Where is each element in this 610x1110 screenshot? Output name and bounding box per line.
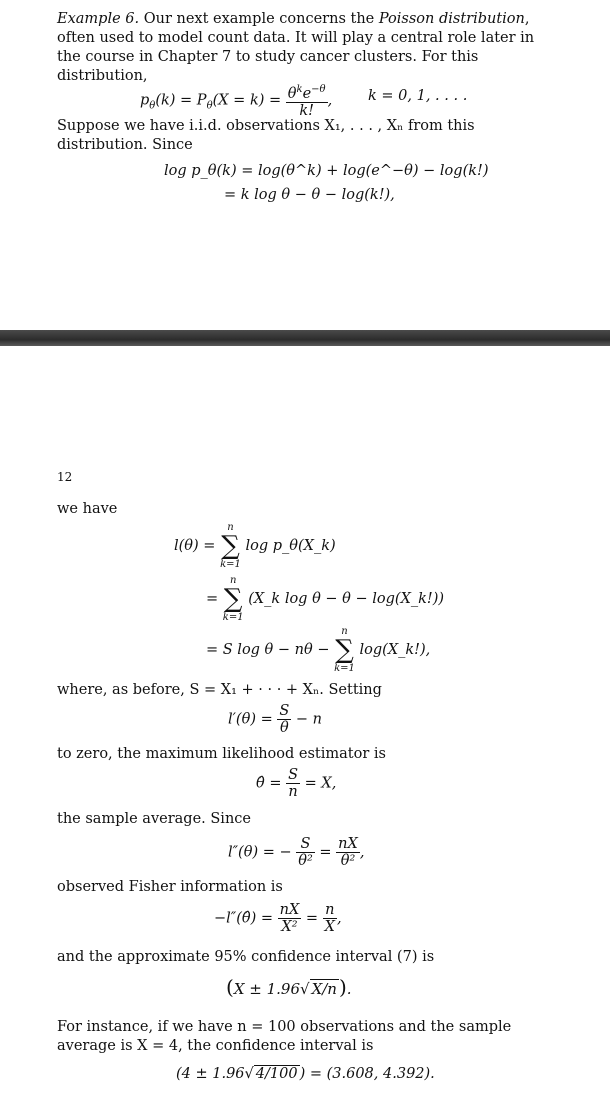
pmf-equation: $p_\theta(k) = P_\theta(X = k)$ = $\frac{\theta^ke^{-\theta}}{k!}$ , (140, 84, 333, 119)
d2-num-1: S (296, 836, 315, 853)
sum-symbol-3: n ∑ k=1 (334, 626, 355, 674)
d2-mid: = (319, 844, 332, 861)
fi-fraction-2 (323, 902, 337, 935)
likelihood-lhs: l(θ) = (174, 538, 216, 554)
d2-lhs: l″(θ) = − (228, 844, 292, 861)
sum-3-lower: k=1 (334, 663, 355, 674)
ci-a: X ± 1.96 (233, 980, 300, 998)
to-zero-text: to zero, the maximum likelihood estimator is (57, 746, 386, 762)
d2-fraction-1 (296, 836, 315, 869)
score-fraction (277, 703, 291, 736)
log-equation-line-1: log p_θ(k) = log(θ^k) + log(e^−θ) − log(k!) (164, 163, 489, 179)
mle-num: S (288, 767, 299, 783)
we-have-text: we have (57, 501, 118, 517)
likelihood-rhs-2: (X_k log θ − θ − log(X_k!)) (248, 591, 445, 607)
likelihood-line-1 (174, 522, 336, 570)
where-text: where, as before, S = X₁ + · · · + Xₙ. Setting (57, 682, 382, 698)
fi-lhs: −l″(θ̂) = (214, 910, 274, 927)
score-equation (228, 703, 322, 736)
pmf-lhs: p (140, 92, 150, 109)
d2-num-2: nX (338, 836, 358, 852)
likelihood-line-3 (206, 626, 430, 674)
fisher-equation (214, 902, 342, 935)
sum-1-lower: k=1 (220, 559, 241, 570)
likelihood-line-2 (206, 575, 444, 623)
pmf-fraction (286, 82, 328, 119)
score-num: S (279, 703, 290, 719)
page-top (0, 0, 610, 330)
sum-3-upper: n (341, 626, 348, 637)
page-separator (0, 330, 610, 346)
sum-2-upper: n (229, 575, 237, 586)
d2-den-2: θ² (340, 853, 356, 869)
final-b: ) = (3.608, 4.392). (299, 1066, 435, 1082)
poisson-term: Poisson distribution (378, 11, 525, 27)
final-interval-equation: (4 ± 1.96√ 4/100 ) = (3.608, 4.392). (176, 1066, 435, 1082)
fi-num-1: nX (279, 902, 300, 918)
mle-lhs: θ̂ = (256, 775, 282, 792)
intro-paragraph (57, 10, 542, 86)
mle-den: n (288, 784, 298, 800)
likelihood-eq-2: = (206, 591, 219, 607)
d2-tail: , (359, 844, 365, 861)
pmf-den: k! (299, 102, 314, 119)
score-tail: − n (295, 711, 322, 728)
mle-tail: = X, (304, 775, 337, 792)
pmf-mid2: (X = k) = (212, 92, 282, 109)
final-a: (4 ± 1.96 (176, 1066, 245, 1082)
pmf-mid: (k) = P (155, 92, 207, 109)
mle-equation (256, 767, 336, 800)
sum-symbol-2: n ∑ k=1 (222, 575, 244, 623)
pmf-num-e: e (302, 85, 312, 102)
fi-mid: = (305, 910, 319, 927)
likelihood-rhs-3a: = S log θ − nθ − (206, 642, 330, 658)
d2-fraction-2 (336, 836, 360, 869)
likelihood-rhs-3b: log(X_k!), (359, 642, 431, 658)
confidence-interval-text: and the approximate 95% confidence interval (7) is (57, 949, 435, 965)
sum-symbol-1: n ∑ k=1 (220, 522, 241, 570)
page-number: 12 (57, 470, 73, 484)
score-den: θ (279, 720, 289, 736)
likelihood-rhs-1: log p_θ(X_k) (245, 538, 336, 554)
fi-tail: , (337, 910, 342, 927)
suppose-paragraph: Suppose we have i.i.d. observations X₁, . . . , Xₙ from this distribution. Since (57, 118, 475, 153)
fi-fraction-1 (278, 902, 302, 935)
score-lhs: l′(θ) = (228, 711, 273, 728)
mle-fraction (286, 767, 300, 800)
pmf-num-theta: θ (287, 85, 297, 102)
intro-text-2: , often used to model count data. It will play a central role later in the course in Chapter 7 to study cancer clusters. For this distribution, (57, 11, 535, 84)
sample-average-text: the sample average. Since (57, 811, 251, 827)
fi-num-2: n (323, 902, 337, 919)
confidence-interval-equation: (X ± 1.96√ X/n ). (226, 975, 352, 999)
instance-text: For instance, if we have n = 100 observations and the sample average is X = 4, the confidence interval is (57, 1019, 512, 1054)
fi-den-1: X² (281, 919, 298, 935)
second-derivative-equation (228, 836, 364, 869)
final-sqrt: 4/100 (255, 1066, 298, 1082)
sum-1-upper: n (227, 522, 234, 533)
pmf-range: k = 0, 1, . . . . (368, 88, 468, 104)
ci-tail: . (346, 980, 352, 998)
example-label: Example 6. (57, 11, 140, 27)
d2-den-1: θ² (298, 853, 313, 869)
fisher-text: observed Fisher information is (57, 879, 283, 895)
fi-den-2: X (324, 919, 335, 935)
pmf-num-theta-sup: k (296, 84, 303, 95)
sum-2-lower: k=1 (222, 612, 244, 623)
log-equation-line-2: = k log θ − θ − log(k!), (224, 187, 395, 203)
intro-text-1: Our next example concerns the (139, 11, 379, 27)
ci-sqrt: X/n (311, 980, 337, 998)
pmf-num-e-sup: −θ (311, 84, 326, 95)
